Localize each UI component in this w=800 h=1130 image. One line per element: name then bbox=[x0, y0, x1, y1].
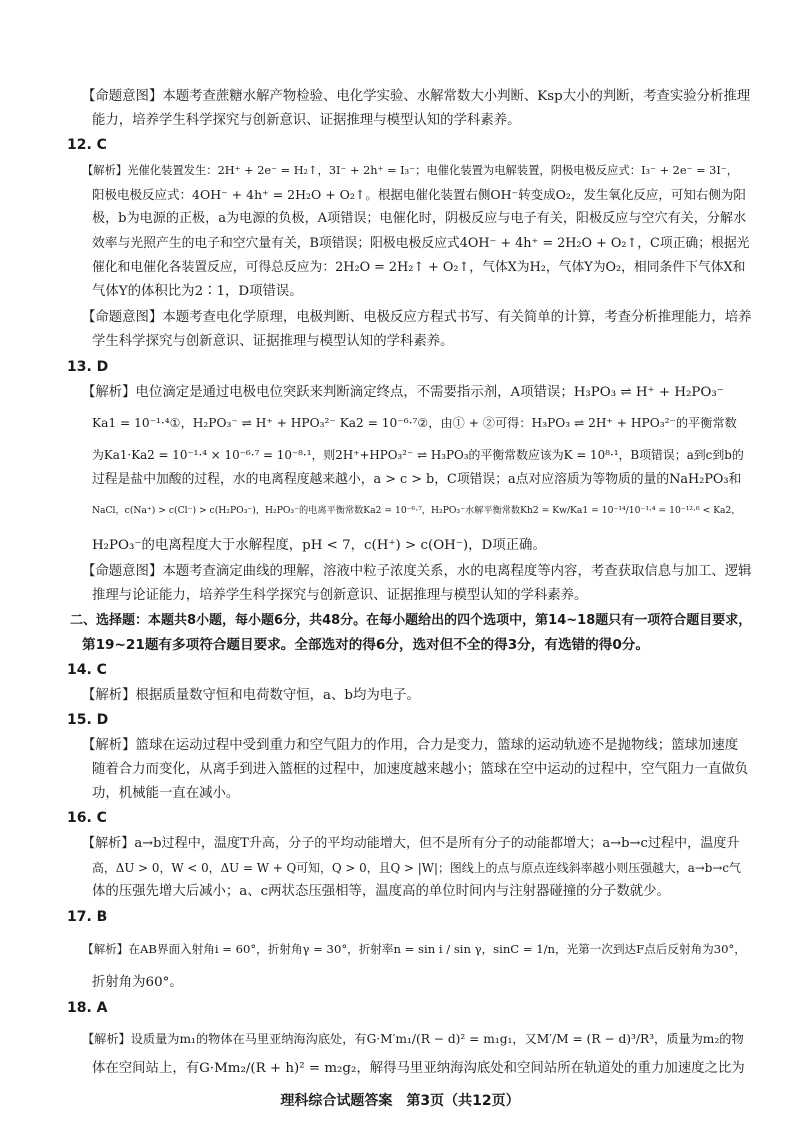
text-line: 【解析】在AB界面入射角i = 60°，折射角γ = 30°，折射率n = sin i / sin γ，sinC = 1/n，光第一次到达F点后反射角为30°， bbox=[82, 942, 746, 956]
text-line: 功，机械能一直在减小。 bbox=[92, 786, 240, 801]
section-heading: 二、选择题：本题共8小题，每小题6分，共48分。在每小题给出的四个选项中，第14~18题只有一项符合题目要求， bbox=[70, 613, 752, 628]
question-number: 13. D bbox=[67, 359, 109, 375]
text-line: Ka1 = 10⁻¹·⁴①，H₂PO₃⁻ ⇌ H⁺ + HPO₃²⁻ Ka2 = 10⁻⁶·⁷②，由① + ②可得：H₃PO₃ ⇌ 2H⁺ + HPO₃²⁻的平衡常数 bbox=[92, 416, 737, 430]
text-line: 折射角为60°。 bbox=[92, 975, 183, 990]
text-line: 气体Y的体积比为2∶1，D项错误。 bbox=[92, 284, 303, 299]
text-line: 为Ka1·Ka2 = 10⁻¹·⁴ × 10⁻⁶·⁷ = 10⁻⁸·¹，则2H⁺+HPO₃²⁻ ⇌ H₃PO₃的平衡常数应该为K = 10⁸·¹，B项错误；a到c到b的 bbox=[92, 448, 744, 462]
text-line: 随着合力而变化，从离手到进入篮框的过程中，加速度越来越小；篮球在空中运动的过程中，空气阻力一直做负 bbox=[92, 762, 749, 777]
text-line: NaCl，c(Na⁺) > c(Cl⁻) > c(H₂PO₃⁻)，H₂PO₃⁻的电离平衡常数Ka2 = 10⁻⁶·⁷，H₂PO₃⁻水解平衡常数Kh2 = Kw/Ka1 = 10⁻¹⁴/10⁻¹·⁴ = 10⁻¹²·⁶ < Ka2， bbox=[92, 505, 741, 516]
section-heading: 第19~21题有多项符合题目要求。全部选对的得6分，选对但不全的得3分，有选错的得0分。 bbox=[82, 637, 649, 653]
question-number: 14. C bbox=[67, 662, 107, 678]
question-number: 16. C bbox=[67, 810, 107, 826]
text-line: 效率与光照产生的电子和空穴量有关，B项错误；阳极电极反应式4OH⁻ + 4h⁺ = 2H₂O + O₂↑，C项正确；根据光 bbox=[92, 236, 750, 251]
text-line: 【命题意图】本题考查滴定曲线的理解，溶液中粒子浓度关系，水的电离程度等内容，考查获取信息与加工、逻辑 bbox=[82, 564, 752, 579]
question-number: 15. D bbox=[67, 712, 109, 728]
question-number: 18. A bbox=[67, 1000, 108, 1016]
text-line: H₂PO₃⁻的电离程度大于水解程度，pH < 7，c(H⁺) > c(OH⁻)，D项正确。 bbox=[92, 538, 546, 553]
text-line: 高，ΔU > 0，W < 0，ΔU = W + Q可知，Q > 0，且Q > |W|；图线上的点与原点连线斜率越小则压强越大，a→b→c气 bbox=[92, 861, 741, 875]
text-line: 【解析】光催化装置发生：2H⁺ + 2e⁻ = H₂↑，3I⁻ + 2h⁺ = I₃⁻；电催化装置为电解装置，阴极电极反应式：I₃⁻ + 2e⁻ = 3I⁻， bbox=[82, 164, 739, 177]
text-line: 催化和电催化各装置反应，可得总反应为：2H₂O = 2H₂↑ + O₂↑，气体X为H₂，气体Y为O₂，相同条件下气体X和 bbox=[92, 260, 746, 275]
text-line: 能力，培养学生科学探究与创新意识、证据推理与模型认知的学科素养。 bbox=[92, 113, 521, 128]
text-line: 【解析】篮球在运动过程中受到重力和空气阻力的作用，合力是变力，篮球的运动轨迹不是抛物线；篮球加速度 bbox=[82, 738, 739, 753]
text-line: 阳极电极反应式：4OH⁻ + 4h⁺ = 2H₂O + O₂↑。根据电催化装置右侧OH⁻转变成O₂，发生氧化反应，可知右侧为阳 bbox=[92, 187, 746, 202]
text-line: 【命题意图】本题考查蔗糖水解产物检验、电化学实验、水解常数大小判断、Ksp大小的判断，考查实验分析推理 bbox=[82, 89, 751, 104]
question-number: 17. B bbox=[67, 909, 108, 925]
page-footer: 理科综合试题答案 第3页（共12页） bbox=[280, 1093, 520, 1109]
text-line: 【解析】a→b过程中，温度T升高，分子的平均动能增大，但不是所有分子的动能都增大；a→b→c过程中，温度升 bbox=[82, 836, 740, 851]
text-line: 推理与论证能力，培养学生科学探究与创新意识、证据推理与模型认知的学科素养。 bbox=[92, 588, 588, 603]
text-line: 极，b为电源的正极，a为电源的负极，A项错误；电催化时，阴极反应与电子有关，阳极反应与空穴有关，分解水 bbox=[92, 211, 747, 226]
text-line: 过程是盐中加酸的过程，水的电离程度越来越小，a > c > b，C项错误；a点对应溶质为等物质的量的NaH₂PO₃和 bbox=[92, 472, 742, 487]
text-line: 【解析】根据质量数守恒和电荷数守恒，a、b均为电子。 bbox=[82, 688, 420, 703]
text-line: 【解析】设质量为m₁的物体在马里亚纳海沟底处，有G·M′m₁/(R − d)² = m₁g₁，又M′/M = (R − d)³/R³，质量为m₂的物 bbox=[82, 1032, 744, 1046]
text-line: 【解析】电位滴定是通过电极电位突跃来判断滴定终点，不需要指示剂，A项错误；H₃PO₃ ⇌ H⁺ + H₂PO₃⁻ bbox=[82, 385, 724, 400]
question-number: 12. C bbox=[67, 137, 107, 153]
text-line: 【命题意图】本题考查电化学原理，电极判断、电极反应方程式书写、有关简单的计算，考查分析推理能力，培养 bbox=[82, 310, 752, 325]
text-line: 学生科学探究与创新意识、证据推理与模型认知的学科素养。 bbox=[92, 334, 454, 349]
text-line: 体的压强先增大后减小；a、c两状态压强相等，温度高的单位时间内与注射器碰撞的分子数就少。 bbox=[92, 884, 670, 899]
text-line: 体在空间站上，有G·Mm₂/(R + h)² = m₂g₂，解得马里亚纳海沟底处和空间站所在轨道处的重力加速度之比为 bbox=[92, 1061, 745, 1076]
